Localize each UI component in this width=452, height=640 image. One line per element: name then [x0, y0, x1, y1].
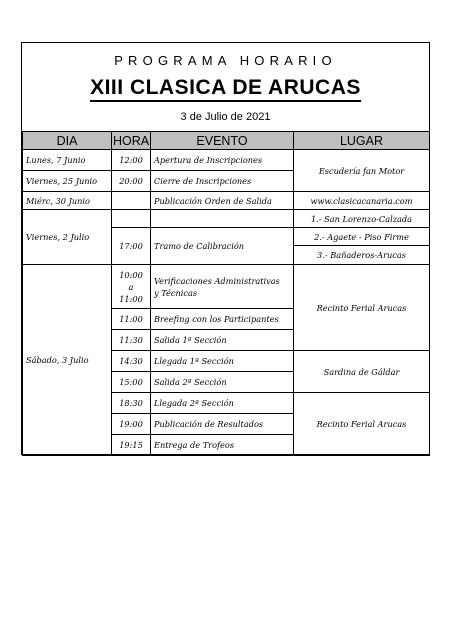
day-cell: Lunes, 7 Junio: [23, 150, 112, 171]
day-cell: Viernes, 2 Julio: [23, 210, 112, 265]
day-cell: Sábado, 3 Julio: [23, 265, 112, 456]
event-cell: Cierre de Inscripciones: [151, 171, 294, 192]
event-cell: Breefing con los Participantes: [151, 309, 294, 330]
time-cell: 19:15: [112, 435, 151, 456]
place-cell: 1.- San Lorenzo-Calzada: [294, 210, 430, 228]
column-header-hora: HORA: [112, 133, 150, 148]
event-line: Verificaciones Administrativas: [154, 275, 280, 286]
table-row: [23, 150, 430, 171]
event-cell: Tramo de Calibración: [151, 228, 294, 265]
time-cell: 15:00: [112, 372, 151, 393]
event-cell: [151, 265, 294, 309]
place-cell: www.clasicacanaria.com: [294, 192, 430, 210]
place-cell: Escudería fan Motor: [294, 150, 430, 192]
time-cell: 12:00: [112, 150, 151, 171]
time-cell-empty: [112, 210, 151, 228]
event-date: 3 de Julio de 2021: [180, 111, 271, 123]
place-cell: Recinto Ferial Arucas: [294, 265, 430, 351]
day-cell: Miérc, 30 Junio: [23, 192, 112, 210]
time-cell: 18:30: [112, 393, 151, 414]
time-start: 10:00: [119, 269, 143, 280]
event-cell: Salida 2ª Sección: [151, 372, 294, 393]
event-cell: Llegada 1ª Sección: [151, 351, 294, 372]
time-cell: 11:30: [112, 330, 151, 351]
column-header-lugar: LUGAR: [294, 132, 430, 150]
event-cell: Publicación Orden de Salida: [151, 192, 294, 210]
event-cell: Llegada 2ª Sección: [151, 393, 294, 414]
time-cell: 17:00: [112, 228, 151, 265]
main-title-text: XIII CLASICA DE ARUCAS: [90, 76, 361, 102]
time-cell: 14:30: [112, 351, 151, 372]
table-row: [23, 265, 430, 309]
time-cell: [112, 192, 151, 210]
place-cell: 3.- Bañaderos-Arucas: [294, 246, 430, 265]
time-end: 11:00: [119, 293, 143, 304]
main-title: [22, 76, 429, 100]
event-cell-empty: [151, 210, 294, 228]
event-cell: Publicación de Resultados: [151, 414, 294, 435]
event-line: y Técnicas: [154, 287, 198, 298]
place-cell: 2.- Agaete - Piso Firme: [294, 228, 430, 246]
place-cell: Recinto Ferial Arucas: [294, 393, 430, 456]
time-cell: 11:00: [112, 309, 151, 330]
pre-title: PROGRAMA HORARIO: [114, 53, 337, 68]
column-header-dia: DIA: [23, 132, 112, 150]
time-cell: [112, 265, 151, 309]
table-row: [23, 210, 430, 228]
column-header-evento: EVENTO: [151, 132, 294, 150]
schedule-table: [22, 131, 430, 456]
time-cell: 19:00: [112, 414, 151, 435]
table-row: [23, 192, 430, 210]
schedule-frame: [21, 42, 430, 455]
table-header-row: [23, 132, 430, 150]
event-cell: Entrega de Trofeos: [151, 435, 294, 456]
time-cell: 20:00: [112, 171, 151, 192]
document-header: [22, 43, 429, 131]
place-cell: Sardina de Gáldar: [294, 351, 430, 393]
event-cell: Salida 1ª Sección: [151, 330, 294, 351]
day-cell: Viernes, 25 Junio: [23, 171, 112, 192]
event-cell: Apertura de Inscripciones: [151, 150, 294, 171]
time-separator: a: [128, 281, 134, 292]
